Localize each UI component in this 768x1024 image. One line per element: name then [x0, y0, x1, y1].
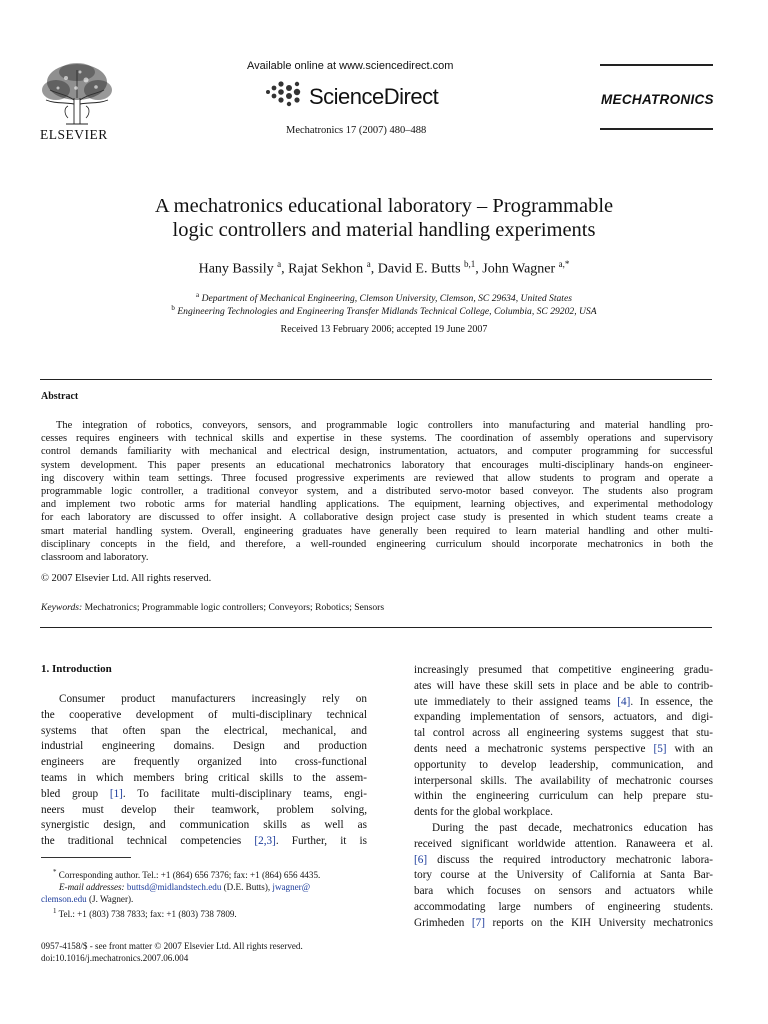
abstract-line: The integration of robotics, conveyors, sensors, and programmable logic controllers into manufacturing and material handling pro-: [56, 420, 713, 431]
affiliation-mark: b: [171, 304, 175, 312]
body-line: increasingly presumed that competitive engineering gradu-: [414, 664, 713, 676]
author-affiliation-mark: a,*: [558, 259, 570, 269]
abstract-bottom-rule: [40, 627, 712, 628]
body-line: dents need a mechatronic systems perspective [5] with an: [414, 742, 713, 755]
body-line: synergistic design, and communication skills as well as: [41, 819, 367, 832]
abstract-line: ing discovery within team settings. Three focused progressive experiments are reviewed that allow students to program and operate a: [41, 472, 713, 484]
body-line: engineers are frequently organized into cross-functional: [41, 756, 367, 769]
body-line: Consumer product manufacturers increasingly rely on: [59, 693, 367, 705]
abstract-line: cesses requires engineers with technical skills and expertise in these systems. The coordination of assembly operations and supervisory: [41, 433, 713, 445]
affiliation-text: Department of Mechanical Engineering, Clemson University, Clemson, SC 29634, United States: [201, 293, 572, 305]
body-line: industrial engineering domains. Design and production: [41, 740, 367, 753]
journal-rule-bottom: [600, 128, 713, 130]
body-line: opportunity to develop leadership, communication, and: [414, 758, 713, 771]
footnote-rule: [41, 857, 131, 858]
email-label: E-mail addresses:: [59, 882, 125, 893]
author-name: John Wagner: [482, 261, 556, 277]
footnote-corresponding: * Corresponding author. Tel.: +1 (864) 656 7376; fax: +1 (864) 656 4435.: [53, 868, 321, 881]
abstract-copyright: © 2007 Elsevier Ltd. All rights reserved.: [41, 573, 212, 584]
email-owner: (D.E. Butts),: [223, 882, 271, 893]
affiliation: [60, 291, 708, 304]
author-list: Hany Bassily $^a$, Rajat Sekhon $^a$, David E. Butts $^{b,1}$, John Wagner $^{a,*}$: [198, 259, 570, 277]
body-line: Grimheden [7] reports on the KIH University mechatronics: [414, 916, 713, 929]
body-line: dents for the global workplace.: [414, 806, 553, 819]
publisher-name: ELSEVIER: [40, 127, 108, 142]
author-affiliation-mark: a: [277, 259, 282, 269]
citation-link[interactable]: [2,3]: [254, 835, 276, 848]
email-owner: (J. Wagner).: [89, 894, 134, 905]
abstract-line: system development. This paper presents an educational mechatronics laboratory that encourages multi-disciplinary hands-on engineer-: [41, 459, 713, 471]
body-line: systems that often span the electrical, mechanical, and: [41, 724, 367, 737]
body-line: [6] discuss the required introductory mechatronic labora-: [414, 853, 713, 866]
author-name: Rajat Sekhon: [288, 261, 364, 277]
abstract-line: control demands familiarity with mechanical and electrical design, instrumentation, actuators, and computer programming for successful: [41, 446, 713, 458]
keywords-list: Mechatronics; Programmable logic controllers; Conveyors; Robotics; Sensors: [84, 602, 385, 613]
affiliation-mark: a: [196, 291, 200, 299]
body-line: the traditional technical competencies [2,3]. Further, it is: [41, 835, 367, 848]
body-line: the cooperative development of multi-disciplinary technical: [41, 708, 367, 721]
body-line: bled group [1]. To facilitate multi-disciplinary teams, engi-: [41, 787, 367, 800]
citation-link[interactable]: [7]: [471, 916, 485, 929]
right-column-text: [414, 663, 713, 932]
elsevier-tree-logo: [36, 60, 118, 126]
body-line: During the past decade, mechatronics education has: [432, 821, 713, 834]
abstract-line: smart material handling system. Overall, engineering graduates have generally been required to learn material handling and other multi-: [41, 525, 713, 537]
abstract-line: disciplinary concepts in the field, and therefore, a well-rounded engineering curriculum should incorporate mechatronics in both the: [41, 538, 713, 550]
body-line: within the engineering curriculum can help prepare stu-: [414, 790, 713, 803]
body-line: accommodating large numbers of engineering students.: [414, 900, 713, 913]
left-column-text: [41, 692, 367, 850]
doi-line: doi:10.1016/j.mechatronics.2007.06.004: [41, 953, 189, 963]
front-matter-footer: [41, 940, 303, 964]
abstract-body: [41, 419, 713, 564]
title-line: A mechatronics educational laboratory – Programmable: [154, 195, 614, 217]
body-line: tal control across all engineering systems suggest that stu-: [414, 727, 713, 740]
body-line: ute immediately to their assigned teams [4]. In essence, the: [414, 695, 713, 708]
section-heading-introduction: 1. Introduction: [41, 663, 112, 675]
body-line: received significant worldwide attention. Ranaweera et al.: [414, 837, 713, 850]
keywords-label: Keywords:: [41, 602, 83, 613]
author-name: Hany Bassily: [198, 261, 274, 277]
title-line: logic controllers and material handling experiments: [172, 219, 596, 241]
author-affiliation-mark: a: [366, 259, 371, 269]
abstract-heading: Abstract: [41, 391, 79, 402]
sciencedirect-dots-icon: [262, 78, 306, 108]
article-title: [60, 194, 708, 242]
footnote-corresponding-text: Corresponding author. Tel.: +1 (864) 656 7376; fax: +1 (864) 656 4435.: [58, 870, 321, 881]
abstract-line: for each laboratory are discussed to offer insight. A collaborative design project case study is presented in which student teams create a: [41, 512, 713, 524]
citation-link[interactable]: [1]: [109, 787, 123, 800]
footnotes: [41, 866, 371, 920]
body-line: teams in which members bring critical skills to the assem-: [41, 771, 367, 784]
footnote-email: [41, 881, 371, 893]
abstract-top-rule: [40, 379, 712, 380]
body-line: expanding implementation of sensors, actuators, and digi-: [414, 711, 713, 724]
footnote-1-text: Tel.: +1 (803) 738 7833; fax: +1 (803) 738 7809.: [58, 909, 237, 920]
body-line: neers must develop their teamwork, problem solving,: [41, 803, 367, 816]
journal-rule-top: [600, 64, 713, 66]
footnote-email-cont: [41, 893, 371, 905]
issn-line: 0957-4158/$ - see front matter © 2007 Elsevier Ltd. All rights reserved.: [41, 941, 303, 951]
received-dates: Received 13 February 2006; accepted 19 June 2007: [280, 324, 488, 335]
body-line: bara which focuses on sensors and actuators while: [414, 885, 713, 898]
available-online-text: Available online at www.sciencedirect.com: [247, 60, 454, 72]
email-link-butts[interactable]: buttsd@midlandstech.edu: [126, 882, 222, 893]
author-name: David E. Butts: [377, 261, 461, 277]
body-line: interpersonal skills. The availability of mechatronic courses: [414, 774, 713, 787]
sciencedirect-wordmark: ScienceDirect: [309, 84, 439, 109]
email-link-wagner-domain[interactable]: clemson.edu: [41, 894, 87, 905]
journal-name: MECHATRONICS: [601, 92, 714, 107]
footnote-1: $^1$ Tel.: +1 (803) 738 7833; fax: +1 (803) 738 7809.: [53, 907, 237, 920]
email-link-wagner[interactable]: jwagner@: [272, 882, 311, 893]
abstract-line: and implement two robotic arms for material handling applications. The equipment, learning objectives, and experimental methodology: [41, 499, 713, 511]
affiliation: [60, 304, 708, 317]
body-line: tory course at the University of California at Santa Bar-: [414, 869, 713, 882]
keywords: [41, 602, 384, 613]
affiliation-text: Engineering Technologies and Engineering Transfer Midlands Technical College, Columbia, SC 29202, USA: [177, 306, 597, 318]
journal-citation: Mechatronics 17 (2007) 480–488: [286, 125, 427, 136]
citation-link[interactable]: [5]: [653, 742, 667, 755]
body-line: ates will have these skill sets in place and be able to contrib-: [414, 679, 713, 692]
citation-link[interactable]: [4]: [617, 695, 631, 708]
abstract-line: programmable logic controller, a traditional conveyor system, and a distributed servo-motor based conveyor. The students also program: [41, 486, 713, 498]
author-affiliation-mark: b,1: [464, 259, 476, 269]
abstract-line: classroom and laboratory.: [41, 552, 149, 564]
citation-link[interactable]: [6]: [414, 853, 428, 866]
